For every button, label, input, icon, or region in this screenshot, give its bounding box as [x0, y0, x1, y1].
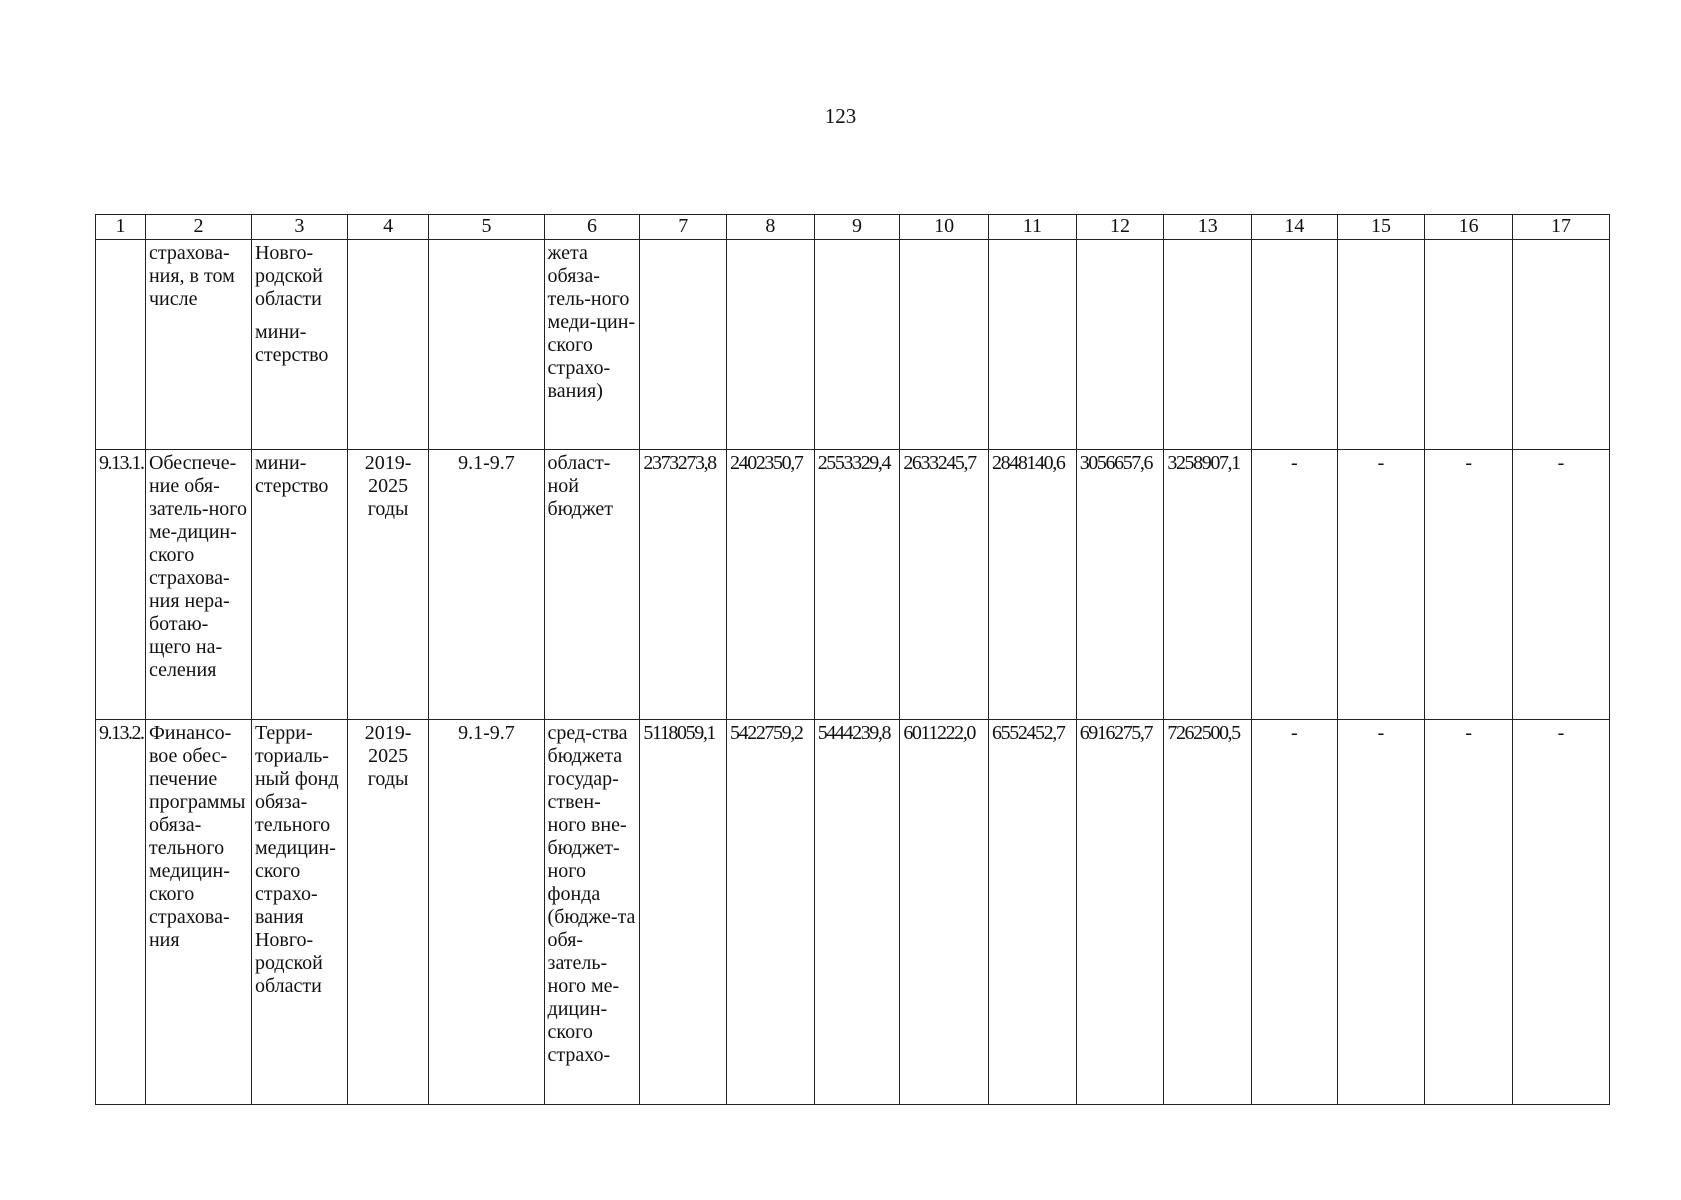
row-code: 9.13.1.: [96, 450, 146, 720]
row-executor: мини-стерство: [251, 450, 347, 720]
header-cell: 17: [1513, 215, 1610, 240]
cell: [1425, 240, 1513, 450]
cell: [429, 240, 544, 450]
row-targets: 9.1-9.7: [429, 450, 544, 720]
value-cell: 6552452,7: [989, 720, 1077, 1105]
header-cell: 4: [347, 215, 429, 240]
continuation-source: жета обяза-тель-ного меди-цин-ского страхо-вания): [544, 240, 640, 450]
value-cell: -: [1252, 450, 1338, 720]
value-cell: -: [1252, 720, 1338, 1105]
header-cell: 1: [96, 215, 146, 240]
cell: [727, 240, 815, 450]
header-cell: 16: [1425, 215, 1513, 240]
value-cell: -: [1425, 720, 1513, 1105]
cell: [1164, 240, 1252, 450]
row-name: Финансо-вое обес-печение программы обяза-тельного медицин-ского страхова-ния: [145, 720, 251, 1105]
header-cell: 8: [727, 215, 815, 240]
header-cell: 10: [900, 215, 989, 240]
header-cell: 2: [145, 215, 251, 240]
page-number: 123: [824, 104, 857, 128]
value-cell: 3258907,1: [1164, 450, 1252, 720]
header-cell: 6: [544, 215, 640, 240]
header-cell: 5: [429, 215, 544, 240]
value-cell: 6011222,0: [900, 720, 989, 1105]
header-cell: 7: [640, 215, 727, 240]
cell: [640, 240, 727, 450]
header-cell: 11: [989, 215, 1077, 240]
table-row: [96, 450, 1610, 720]
continuation-executor-2: мини-стерство: [254, 321, 329, 366]
row-source: сред-ства бюджета государ-ствен-ного вне-бюджет-ного фонда (бюдже-та обя-затель-ного ме-дицин-ского страхо-: [544, 720, 640, 1105]
value-cell: 2633245,7: [900, 450, 989, 720]
value-cell: 2402350,7: [727, 450, 815, 720]
cell: [96, 240, 146, 450]
header-cell: 12: [1076, 215, 1164, 240]
header-cell: 3: [251, 215, 347, 240]
header-cell: 15: [1337, 215, 1425, 240]
value-cell: 2373273,8: [640, 450, 727, 720]
continuation-executor-1: Новго-родской области: [254, 242, 323, 310]
value-cell: -: [1337, 450, 1425, 720]
row-code: 9.13.2.: [96, 720, 146, 1105]
row-source: област-ной бюджет: [544, 450, 640, 720]
value-cell: -: [1425, 450, 1513, 720]
cell: [347, 240, 429, 450]
value-cell: 5444239,8: [814, 720, 900, 1105]
continuation-name: страхова-ния, в том числе: [145, 240, 251, 450]
value-cell: 5118059,1: [640, 720, 727, 1105]
cell: [1337, 240, 1425, 450]
header-row: [96, 215, 1610, 240]
cell: [814, 240, 900, 450]
cell: [900, 240, 989, 450]
value-cell: -: [1513, 450, 1610, 720]
value-cell: 2553329,4: [814, 450, 900, 720]
value-cell: 6916275,7: [1076, 720, 1164, 1105]
value-cell: -: [1337, 720, 1425, 1105]
cell: [1513, 240, 1610, 450]
program-table: [95, 214, 1610, 1105]
row-executor: Терри-ториаль-ный фонд обяза-тельного медицин-ского страхо-вания Новго-родской области: [251, 720, 347, 1105]
value-cell: 5422759,2: [727, 720, 815, 1105]
header-cell: 14: [1252, 215, 1338, 240]
cell: [989, 240, 1077, 450]
row-years: 2019-2025 годы: [347, 450, 429, 720]
value-cell: -: [1513, 720, 1610, 1105]
row-name: Обеспече-ние обя-затель-ного ме-дицин-ского страхова-ния нера-ботаю-щего на-селения: [145, 450, 251, 720]
table-row: [96, 720, 1610, 1105]
row-targets: 9.1-9.7: [429, 720, 544, 1105]
cell: [1252, 240, 1338, 450]
cell: [1076, 240, 1164, 450]
continuation-row: [96, 240, 1610, 450]
continuation-executor: [251, 240, 347, 450]
value-cell: 3056657,6: [1076, 450, 1164, 720]
value-cell: 7262500,5: [1164, 720, 1252, 1105]
header-cell: 9: [814, 215, 900, 240]
row-years: 2019-2025 годы: [347, 720, 429, 1105]
value-cell: 2848140,6: [989, 450, 1077, 720]
header-cell: 13: [1164, 215, 1252, 240]
